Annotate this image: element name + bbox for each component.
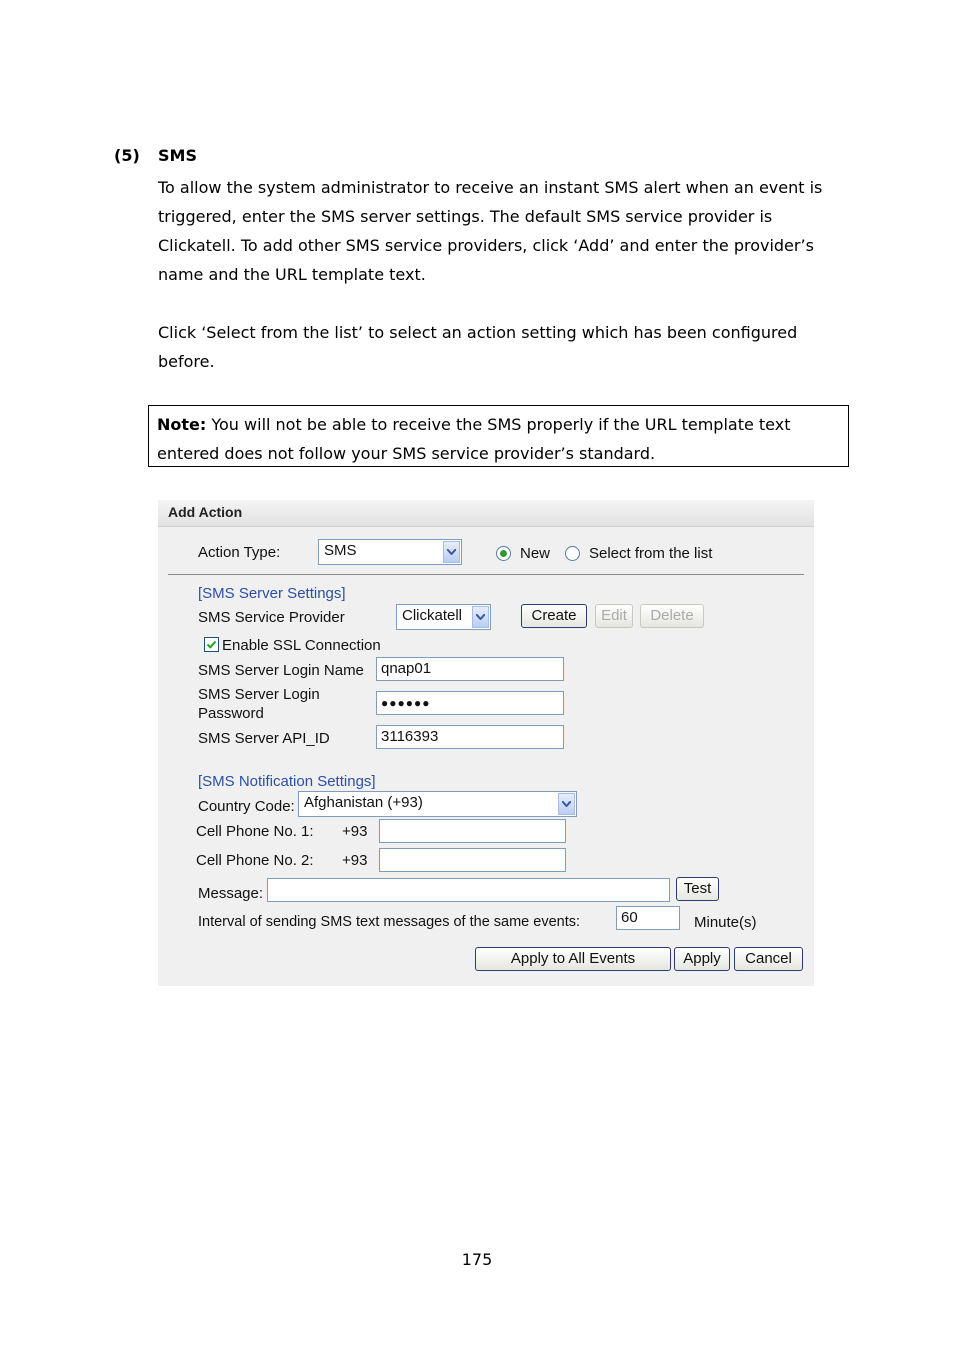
section-title: SMS xyxy=(158,146,197,165)
action-type-select[interactable] xyxy=(318,539,462,565)
cell-phone-1-input[interactable] xyxy=(379,819,566,843)
radio-select-label: Select from the list xyxy=(589,545,713,562)
paragraph-select: Click ‘Select from the list’ to select an action setting which has been configured before. xyxy=(158,323,798,371)
radio-new-label: New xyxy=(520,545,551,562)
page-number: 175 xyxy=(461,1250,493,1269)
apply-button[interactable]: Apply xyxy=(674,947,730,971)
password-label-line2: Password xyxy=(198,705,264,722)
note-box xyxy=(148,405,849,467)
message-label: Message: xyxy=(198,885,264,902)
cell-phone-1-prefix: +93 xyxy=(342,823,368,840)
password-label-line1: SMS Server Login xyxy=(198,686,320,703)
provider-select[interactable] xyxy=(396,604,491,630)
api-id-input[interactable]: 3116393 xyxy=(376,725,564,749)
section-number: (5) xyxy=(114,146,140,165)
interval-input[interactable]: 60 xyxy=(616,906,680,930)
panel-header xyxy=(158,500,814,527)
ssl-label: Enable SSL Connection xyxy=(222,637,381,654)
delete-button[interactable]: Delete xyxy=(640,604,704,628)
cell-phone-1-label: Cell Phone No. 1: xyxy=(196,823,314,840)
action-type-value: SMS xyxy=(324,542,357,559)
note-text: You will not be able to receive the SMS properly if the URL template text entered does not follow your SMS service provider’s standard. xyxy=(157,415,791,463)
notification-settings-header: [SMS Notification Settings] xyxy=(198,773,376,790)
cell-phone-2-label: Cell Phone No. 2: xyxy=(196,852,314,869)
paragraph-intro: To allow the system administrator to receive an instant SMS alert when an event is triggered, enter the SMS server settings. The default SMS service provider is Clickatell. To add other SMS service providers, click ‘Add’ and enter the provider’s name and the URL template text. xyxy=(158,178,823,284)
apply-to-all-events-button[interactable]: Apply to All Events xyxy=(475,947,671,971)
provider-value: Clickatell xyxy=(402,607,463,624)
divider xyxy=(168,574,804,575)
login-name-input[interactable]: qnap01 xyxy=(376,657,564,681)
ssl-checkbox[interactable] xyxy=(204,637,219,652)
chevron-down-icon xyxy=(472,606,489,628)
action-type-label: Action Type: xyxy=(198,544,281,561)
password-input[interactable]: ●●●●●● xyxy=(376,691,564,715)
chevron-down-icon xyxy=(443,541,460,563)
check-icon xyxy=(205,638,218,651)
add-action-panel xyxy=(158,500,814,986)
server-settings-header: [SMS Server Settings] xyxy=(198,585,346,602)
country-code-label: Country Code: xyxy=(198,798,295,815)
api-id-label: SMS Server API_ID xyxy=(198,730,330,747)
provider-label: SMS Service Provider xyxy=(198,609,345,626)
interval-label: Interval of sending SMS text messages of the same events: xyxy=(198,914,581,930)
create-button[interactable]: Create xyxy=(521,604,587,628)
country-code-value: Afghanistan (+93) xyxy=(304,794,423,811)
test-button[interactable]: Test xyxy=(676,877,719,901)
chevron-down-icon xyxy=(558,793,575,815)
country-code-select[interactable] xyxy=(298,791,577,817)
radio-select-from-list[interactable] xyxy=(565,546,580,561)
panel-title: Add Action xyxy=(168,504,243,520)
cell-phone-2-input[interactable] xyxy=(379,848,566,872)
login-name-label: SMS Server Login Name xyxy=(198,662,364,679)
note-label: Note: xyxy=(157,415,207,434)
message-input[interactable] xyxy=(267,878,670,902)
radio-new[interactable] xyxy=(496,546,511,561)
cell-phone-2-prefix: +93 xyxy=(342,852,368,869)
edit-button[interactable]: Edit xyxy=(595,604,633,628)
interval-unit: Minute(s) xyxy=(694,914,757,931)
cancel-button[interactable]: Cancel xyxy=(734,947,803,971)
